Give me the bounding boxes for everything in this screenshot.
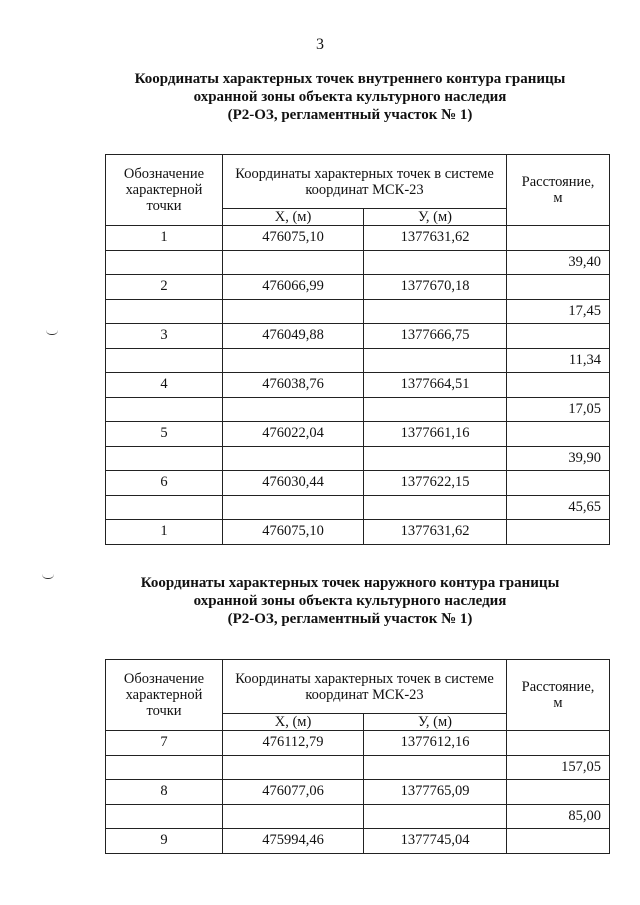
table-header-row xyxy=(106,660,610,714)
point-row xyxy=(106,829,610,854)
header-coords: Координаты характерных точек в системе координат МСК-23 xyxy=(223,155,507,209)
section2-title-line: охранной зоны объекта культурного наследия xyxy=(193,593,507,609)
distance-cell: 85,00 xyxy=(507,804,610,829)
distance-row xyxy=(106,446,610,471)
header-coords: Координаты характерных точек в системе координат МСК-23 xyxy=(223,660,507,714)
x-coordinate-cell: 476075,10 xyxy=(223,226,364,251)
section1-title-line: (Р2-ОЗ, регламентный участок № 1) xyxy=(227,107,473,123)
distance-cell xyxy=(507,275,610,300)
x-coordinate-cell: 475994,46 xyxy=(223,829,364,854)
y-coordinate-cell xyxy=(364,446,507,471)
point-cell xyxy=(106,348,223,373)
y-coordinate-cell: 1377745,04 xyxy=(364,829,507,854)
x-coordinate-cell: 476049,88 xyxy=(223,324,364,349)
y-coordinate-cell xyxy=(364,348,507,373)
point-cell xyxy=(106,755,223,780)
y-coordinate-cell xyxy=(364,397,507,422)
point-row xyxy=(106,731,610,756)
point-cell: 6 xyxy=(106,471,223,496)
distance-row xyxy=(106,299,610,324)
header-distance: Расстояние, м xyxy=(507,155,610,226)
distance-cell xyxy=(507,731,610,756)
y-coordinate-cell xyxy=(364,299,507,324)
point-cell: 8 xyxy=(106,780,223,805)
y-coordinate-cell xyxy=(364,755,507,780)
distance-cell xyxy=(507,324,610,349)
distance-row xyxy=(106,397,610,422)
point-cell xyxy=(106,446,223,471)
point-cell: 9 xyxy=(106,829,223,854)
header-x: Х, (м) xyxy=(223,714,364,731)
outer-contour-table xyxy=(105,659,610,854)
header-y: У, (м) xyxy=(364,209,507,226)
point-cell: 5 xyxy=(106,422,223,447)
header-point: Обозначение характерной точки xyxy=(106,155,223,226)
x-coordinate-cell xyxy=(223,755,364,780)
y-coordinate-cell: 1377666,75 xyxy=(364,324,507,349)
header-x: Х, (м) xyxy=(223,209,364,226)
y-coordinate-cell: 1377661,16 xyxy=(364,422,507,447)
point-row xyxy=(106,422,610,447)
page-number: 3 xyxy=(316,36,324,53)
y-coordinate-cell: 1377631,62 xyxy=(364,520,507,545)
x-coordinate-cell: 476038,76 xyxy=(223,373,364,398)
section2-title xyxy=(110,574,590,628)
x-coordinate-cell xyxy=(223,299,364,324)
distance-cell xyxy=(507,780,610,805)
distance-cell: 157,05 xyxy=(507,755,610,780)
x-coordinate-cell xyxy=(223,804,364,829)
section2-title-line: Координаты характерных точек наружного контура границы xyxy=(140,575,560,591)
distance-row xyxy=(106,348,610,373)
point-row xyxy=(106,471,610,496)
point-cell: 2 xyxy=(106,275,223,300)
section1-title-line: Координаты характерных точек внутреннего контура границы xyxy=(134,71,566,87)
header-point: Обозначение характерной точки xyxy=(106,660,223,731)
distance-cell: 17,05 xyxy=(507,397,610,422)
x-coordinate-cell xyxy=(223,495,364,520)
distance-cell: 45,65 xyxy=(507,495,610,520)
distance-row xyxy=(106,250,610,275)
distance-cell xyxy=(507,520,610,545)
margin-mark xyxy=(46,330,58,335)
distance-cell xyxy=(507,373,610,398)
point-row xyxy=(106,520,610,545)
x-coordinate-cell: 476077,06 xyxy=(223,780,364,805)
y-coordinate-cell: 1377664,51 xyxy=(364,373,507,398)
y-coordinate-cell xyxy=(364,250,507,275)
point-cell xyxy=(106,299,223,324)
distance-cell xyxy=(507,471,610,496)
distance-cell: 39,90 xyxy=(507,446,610,471)
point-row xyxy=(106,275,610,300)
distance-row xyxy=(106,495,610,520)
point-cell xyxy=(106,495,223,520)
x-coordinate-cell xyxy=(223,446,364,471)
x-coordinate-cell: 476022,04 xyxy=(223,422,364,447)
section2-title-line: (Р2-ОЗ, регламентный участок № 1) xyxy=(227,611,473,627)
distance-cell: 17,45 xyxy=(507,299,610,324)
distance-cell: 11,34 xyxy=(507,348,610,373)
point-cell xyxy=(106,397,223,422)
distance-cell: 39,40 xyxy=(507,250,610,275)
y-coordinate-cell: 1377631,62 xyxy=(364,226,507,251)
point-cell xyxy=(106,804,223,829)
margin-mark xyxy=(42,574,54,579)
point-row xyxy=(106,373,610,398)
point-cell: 3 xyxy=(106,324,223,349)
distance-row xyxy=(106,804,610,829)
distance-cell xyxy=(507,829,610,854)
x-coordinate-cell xyxy=(223,250,364,275)
point-row xyxy=(106,324,610,349)
table-header-row xyxy=(106,155,610,209)
x-coordinate-cell: 476112,79 xyxy=(223,731,364,756)
y-coordinate-cell: 1377612,16 xyxy=(364,731,507,756)
section1-title xyxy=(110,70,590,124)
point-cell: 4 xyxy=(106,373,223,398)
point-cell: 1 xyxy=(106,226,223,251)
x-coordinate-cell: 476030,44 xyxy=(223,471,364,496)
header-distance: Расстояние, м xyxy=(507,660,610,731)
y-coordinate-cell xyxy=(364,804,507,829)
distance-cell xyxy=(507,422,610,447)
x-coordinate-cell xyxy=(223,397,364,422)
y-coordinate-cell: 1377670,18 xyxy=(364,275,507,300)
section1-title-line: охранной зоны объекта культурного наследия xyxy=(193,89,507,105)
point-row xyxy=(106,226,610,251)
distance-row xyxy=(106,755,610,780)
point-cell xyxy=(106,250,223,275)
x-coordinate-cell: 476066,99 xyxy=(223,275,364,300)
y-coordinate-cell xyxy=(364,495,507,520)
point-cell: 1 xyxy=(106,520,223,545)
y-coordinate-cell: 1377765,09 xyxy=(364,780,507,805)
header-y: У, (м) xyxy=(364,714,507,731)
point-cell: 7 xyxy=(106,731,223,756)
point-row xyxy=(106,780,610,805)
x-coordinate-cell: 476075,10 xyxy=(223,520,364,545)
x-coordinate-cell xyxy=(223,348,364,373)
distance-cell xyxy=(507,226,610,251)
y-coordinate-cell: 1377622,15 xyxy=(364,471,507,496)
inner-contour-table xyxy=(105,154,610,545)
